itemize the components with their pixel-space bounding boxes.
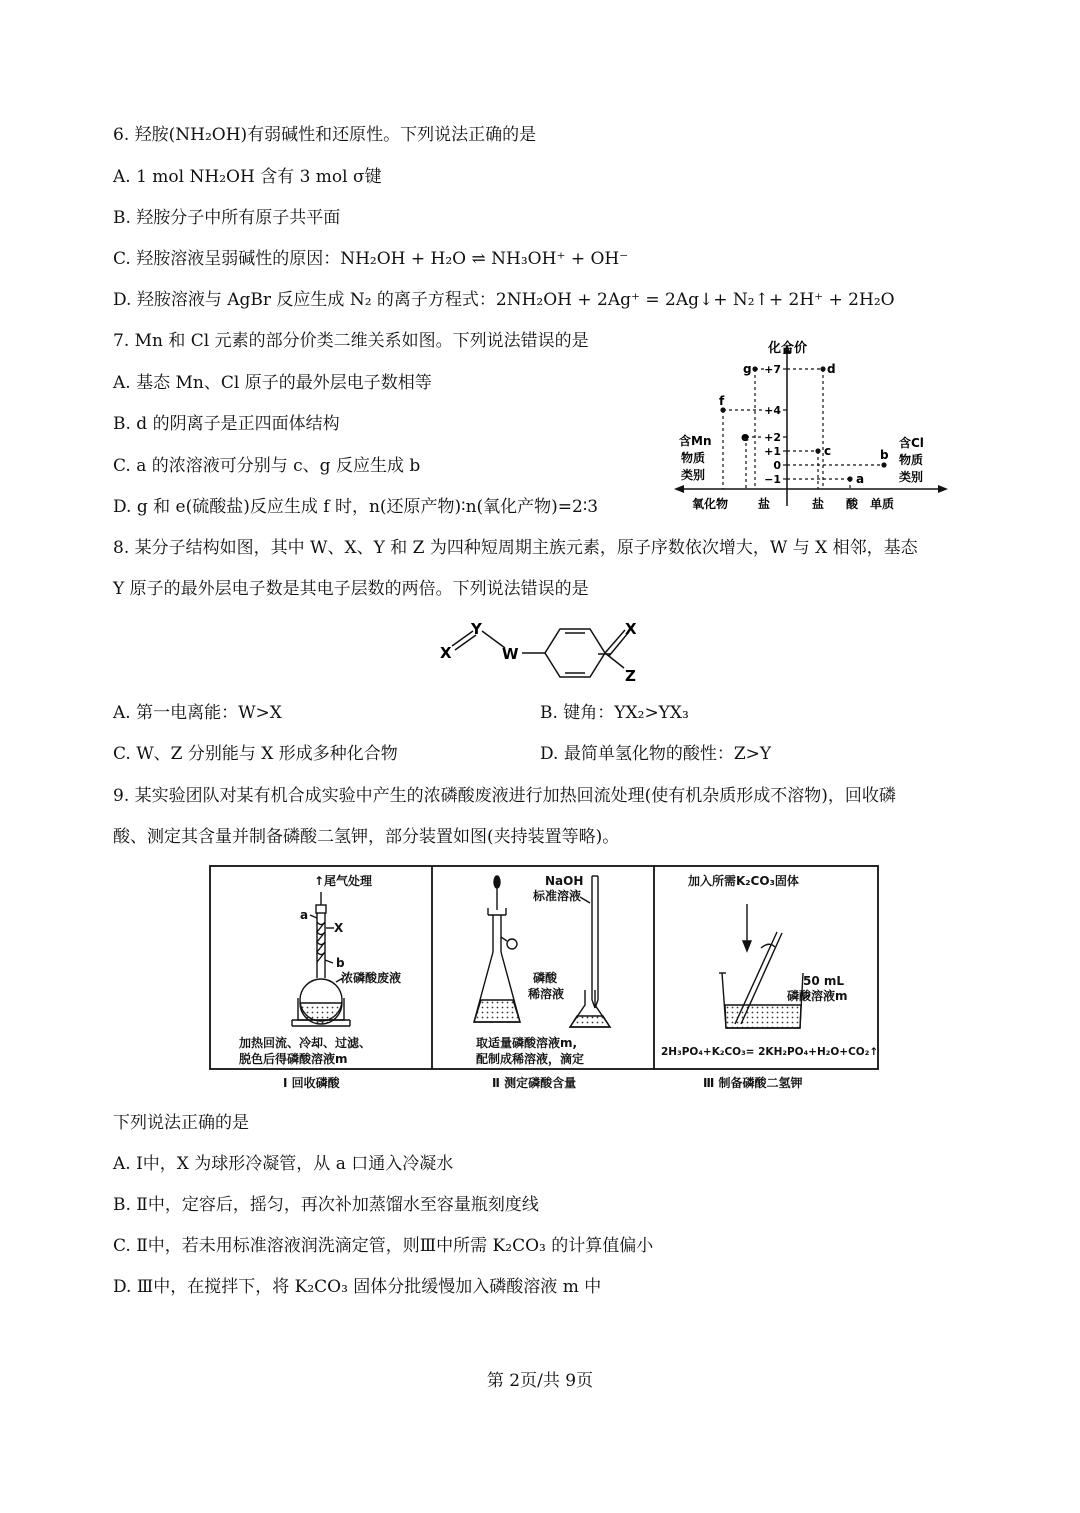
- x-category-label: 酸: [846, 497, 859, 511]
- svg-text:含Mn: 含Mn: [679, 434, 712, 448]
- panel2-note: 取适量磷酸溶液m,: [476, 1036, 578, 1050]
- tick-label: 0: [773, 459, 781, 472]
- atom-label: Z: [625, 667, 636, 685]
- x-category-label: 盐: [812, 497, 825, 511]
- q9-option-a: A. Ⅰ中，X 为球形冷凝管，从 a 口通入冷凝水: [113, 1154, 454, 1174]
- reaction-equation: 2H₃PO₄+K₂CO₃= 2KH₂PO₄+H₂O+CO₂↑: [661, 1046, 879, 1058]
- atom-label: W: [502, 645, 519, 663]
- dilute-acid-label: 磷酸: [533, 971, 558, 985]
- svg-text:类别: 类别: [899, 470, 924, 484]
- tick-label: +1: [764, 445, 781, 458]
- svg-text:类别: 类别: [681, 468, 706, 482]
- svg-text:物质: 物质: [681, 451, 706, 465]
- panel1-note: 加热回流、冷却、过滤、: [239, 1036, 372, 1050]
- tail-gas-label: ↑尾气处理: [314, 874, 373, 888]
- x-category-label: 氧化物: [692, 497, 729, 511]
- apparatus-figure: [200, 858, 890, 1098]
- svg-text:含Cl: 含Cl: [899, 436, 924, 450]
- q8-stem-line1: 8. 某分子结构如图，其中 W、X、Y 和 Z 为四种短周期主族元素，原子序数依次增大，W 与 X 相邻，基态: [113, 538, 918, 558]
- q8-option-b: B. 键角：YX₂>YX₃: [540, 703, 689, 723]
- atom-label: X: [625, 620, 637, 638]
- cl-axis-label: [899, 435, 924, 484]
- q7-stem: 7. Mn 和 Cl 元素的部分价类二维关系如图。下列说法错误的是: [113, 331, 589, 351]
- point-label: g: [743, 362, 752, 376]
- atom-label: Y: [471, 620, 482, 638]
- point-label: c: [824, 444, 832, 458]
- q9-option-b: B. Ⅱ中，定容后，摇匀，再次补加蒸馏水至容量瓶刻度线: [113, 1195, 539, 1215]
- q6-option-d: D. 羟胺溶液与 AgBr 反应生成 N₂ 的离子方程式：2NH₂OH + 2Ag⁺ = 2Ag↓+ N₂↑+ 2H⁺ + 2H₂O: [113, 290, 895, 310]
- dilute-acid-label: 稀溶液: [528, 987, 565, 1001]
- q8-option-d: D. 最简单氢化物的酸性：Z>Y: [540, 744, 772, 764]
- point-label: b: [880, 448, 889, 462]
- port-b-label: b: [336, 956, 345, 970]
- q9-option-d: D. Ⅲ中，在搅拌下，将 K₂CO₃ 固体分批缓慢加入磷酸溶液 m 中: [113, 1277, 602, 1297]
- q8-option-c: C. W、Z 分别能与 X 形成多种化合物: [113, 744, 398, 764]
- q6-option-b: B. 羟胺分子中所有原子共平面: [113, 208, 341, 228]
- tick-label: +2: [764, 431, 781, 444]
- q9-option-c: C. Ⅱ中，若未用标准溶液润洗滴定管，则Ⅲ中所需 K₂CO₃ 的计算值偏小: [113, 1236, 654, 1256]
- y-axis-title: 化合价: [768, 341, 808, 356]
- q7-option-d: D. g 和 e(硫酸盐)反应生成 f 时，n(还原产物)∶n(氧化产物)=2∶3: [113, 497, 599, 517]
- point-label: a: [856, 472, 865, 486]
- q8-option-a: A. 第一电离能：W>X: [113, 703, 282, 723]
- acid-m-label: 磷酸溶液m: [787, 989, 848, 1003]
- tick-label: +7: [764, 363, 781, 376]
- atom-label: X: [440, 644, 452, 662]
- q6-option-c: C. 羟胺溶液呈弱碱性的原因：NH₂OH + H₂O ⇌ NH₃OH⁺ + OH⁻: [113, 249, 629, 269]
- tick-label: +4: [764, 404, 781, 417]
- q8-stem-line2: Y 原子的最外层电子数是其电子层数的两倍。下列说法错误的是: [113, 579, 589, 599]
- x-category-label: 盐: [758, 497, 771, 511]
- k2co3-label: 加入所需K₂CO₃固体: [688, 874, 799, 888]
- waste-acid-label: 浓磷酸废液: [341, 971, 402, 985]
- q7-option-c: C. a 的浓溶液可分别与 c、g 反应生成 b: [113, 456, 421, 476]
- volume-label: 50 mL: [803, 974, 845, 988]
- panel3-caption: Ⅲ 制备磷酸二氢钾: [703, 1076, 803, 1090]
- naoh-label: 标准溶液: [533, 889, 582, 903]
- q6-option-a: A. 1 mol NH₂OH 含有 3 mol σ键: [113, 167, 382, 187]
- q9-stem-line1: 9. 某实验团队对某有机合成实验中产生的浓磷酸废液进行加热回流处理(使有机杂质形成不溶物)，回收磷: [113, 786, 896, 806]
- point-label: f: [719, 394, 725, 408]
- point-label: d: [827, 362, 836, 376]
- naoh-label: NaOH: [545, 874, 584, 888]
- q6-stem: 6. 羟胺(NH₂OH)有弱碱性和还原性。下列说法正确的是: [113, 125, 537, 145]
- molecule-structure: [430, 610, 660, 690]
- q7-option-b: B. d 的阴离子是正四面体结构: [113, 414, 340, 434]
- tick-label: −1: [764, 473, 781, 486]
- valence-class-diagram: [670, 334, 950, 524]
- port-a-label: a: [300, 908, 309, 922]
- page-number: 第 2页/共 9页: [486, 1371, 594, 1391]
- panel1-note: 脱色后得磷酸溶液m: [239, 1052, 348, 1066]
- point-label: e: [741, 430, 750, 444]
- svg-text:物质: 物质: [899, 453, 924, 467]
- panel2-caption: Ⅱ 测定磷酸含量: [492, 1076, 577, 1090]
- q7-option-a: A. 基态 Mn、Cl 原子的最外层电子数相等: [113, 373, 432, 393]
- q9-stem-line2: 酸、测定其含量并制备磷酸二氢钾，部分装置如图(夹持装置等略)。: [113, 827, 620, 847]
- x-category-label: 单质: [870, 497, 895, 511]
- beaker-apparatus: [719, 904, 810, 1028]
- q9-ask: 下列说法正确的是: [113, 1113, 249, 1133]
- condenser-x-label: X: [334, 921, 344, 935]
- panel1-caption: Ⅰ 回收磷酸: [283, 1076, 340, 1090]
- panel2-note: 配制成稀溶液，滴定: [476, 1052, 585, 1066]
- mn-axis-label: [679, 433, 712, 482]
